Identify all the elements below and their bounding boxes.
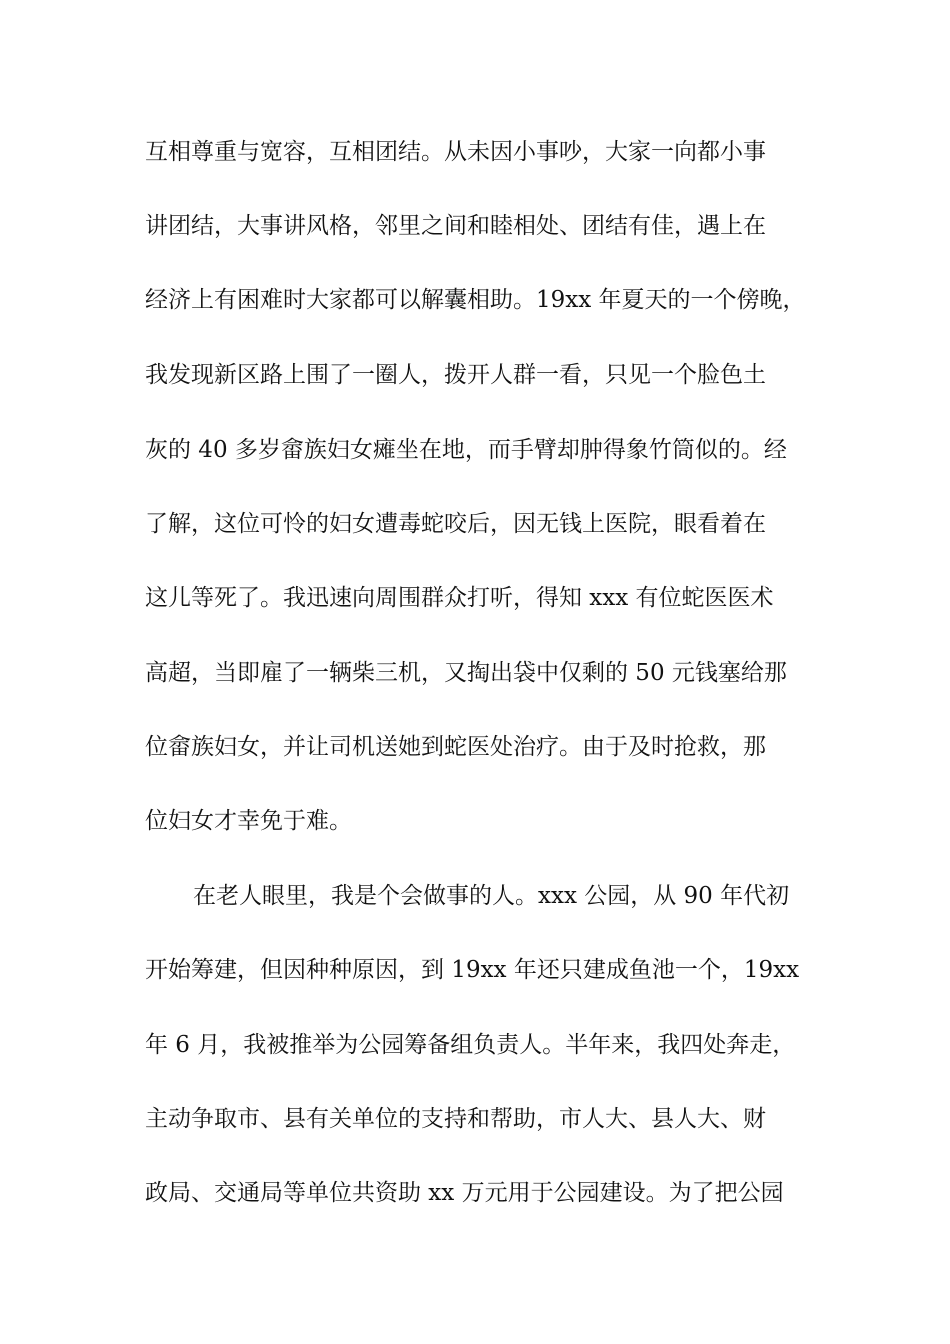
text-line: 我发现新区路上围了一圈人，拨开人群一看，只见一个脸色土 — [145, 362, 766, 388]
text-line: 位妇女才幸免于难。 — [145, 808, 352, 834]
paragraph-first-line: 在老人眼里，我是个会做事的人。xxx 公园，从 90 年代初 — [193, 883, 790, 909]
text-line: 主动争取市、县有关单位的支持和帮助，市人大、县人大、财 — [145, 1106, 766, 1132]
text-line: 互相尊重与宽容，互相团结。从未因小事吵，大家一向都小事 — [145, 139, 766, 165]
text-line: 年 6 月，我被推举为公园筹备组负责人。半年来，我四处奔走， — [145, 1032, 796, 1058]
text-line: 政局、交通局等单位共资助 xx 万元用于公园建设。为了把公园 — [145, 1180, 784, 1206]
text-line: 高超，当即雇了一辆柴三机，又掏出袋中仅剩的 50 元钱塞给那 — [145, 660, 787, 686]
text-line: 这儿等死了。我迅速向周围群众打听，得知 xxx 有位蛇医医术 — [145, 585, 774, 611]
text-line: 位畲族妇女，并让司机送她到蛇医处治疗。由于及时抢救，那 — [145, 734, 766, 760]
text-line: 讲团结，大事讲风格，邻里之间和睦相处、团结有佳，遇上在 — [145, 213, 766, 239]
text-line: 经济上有困难时大家都可以解囊相助。19xx 年夏天的一个傍晚， — [145, 287, 806, 313]
text-line: 灰的 40 多岁畲族妇女瘫坐在地，而手臂却肿得象竹筒似的。经 — [145, 437, 787, 463]
text-line: 开始筹建，但因种种原因，到 19xx 年还只建成鱼池一个，19xx — [145, 957, 800, 983]
text-line: 了解，这位可怜的妇女遭毒蛇咬后，因无钱上医院，眼看着在 — [145, 511, 766, 537]
